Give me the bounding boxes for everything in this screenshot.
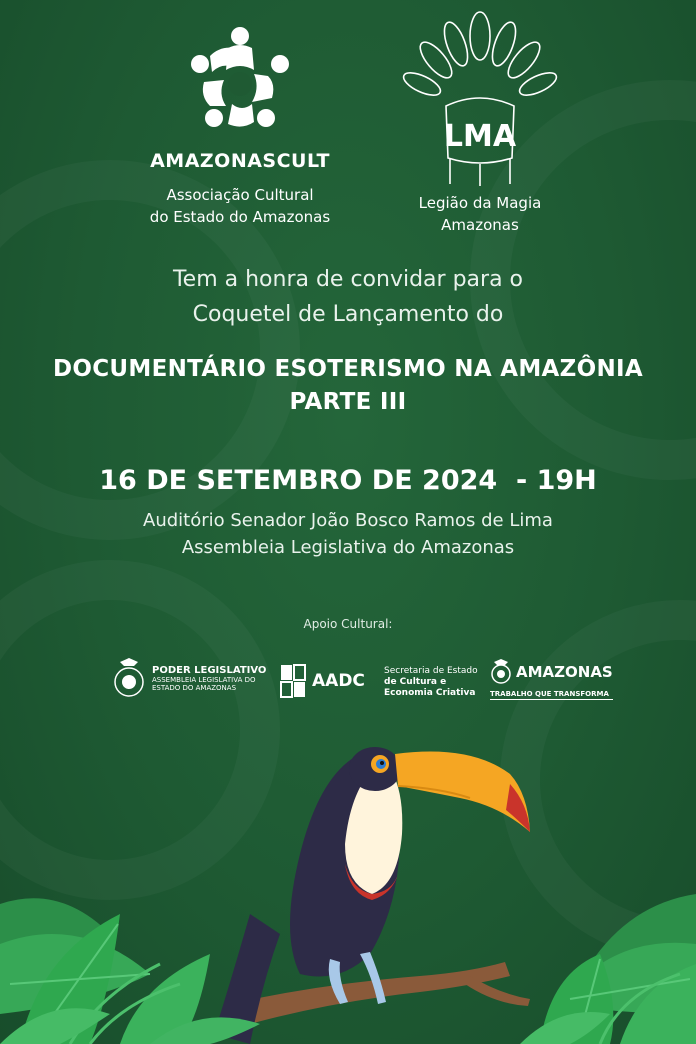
event-date: 16 DE SETEMBRO DE 2024 - 19H	[99, 465, 597, 496]
feather-headdress-icon	[400, 8, 560, 188]
amazonascult-subtitle-2: do Estado do Amazonas	[149, 208, 331, 226]
event-venue	[0, 507, 696, 561]
poder-line-2: ESTADO DO AMAZONAS	[152, 683, 237, 692]
people-circle-icon	[180, 22, 300, 142]
event-title-line-1: DOCUMENTÁRIO ESOTERISMO NA AMAZÔNIA	[53, 356, 643, 382]
invite-text	[0, 262, 696, 332]
venue-line-1: Auditório Senador João Bosco Ramos de Lima	[143, 510, 553, 531]
aadc-mark-icon	[280, 664, 306, 698]
amazonas-name: AMAZONAS	[516, 663, 613, 681]
sponsor-secretaria-cultura	[384, 666, 478, 699]
amazonas-crest-icon	[490, 658, 512, 686]
invite-line-1: Tem a honra de convidar para o	[172, 267, 524, 292]
poder-line-1: ASSEMBLEIA LEGISLATIVA DO	[152, 675, 256, 684]
state-crest-icon	[112, 656, 146, 700]
venue-line-2: Assembleia Legislativa do Amazonas	[181, 537, 515, 558]
sponsor-governo-amazonas	[490, 658, 613, 700]
sponsor-aadc	[280, 664, 365, 698]
lma-subtitle-1: Legião da Magia	[418, 194, 542, 212]
poder-title: PODER LEGISLATIVO	[152, 664, 267, 676]
jungle-toucan-illustration	[0, 714, 696, 1044]
secretaria-line-1: Secretaria de Estado	[384, 666, 478, 676]
aadc-name: AADC	[312, 671, 365, 691]
sponsor-poder-legislativo	[112, 656, 266, 700]
secretaria-line-3: Economia Criativa	[384, 688, 476, 698]
amazonascult-subtitle-1: Associação Cultural	[166, 186, 314, 204]
lma-emblem-text: LMA	[443, 119, 517, 154]
lma-logo	[380, 8, 580, 236]
amazonas-tagline: TRABALHO QUE TRANSFORMA	[490, 690, 613, 700]
invite-line-2: Coquetel de Lançamento do	[192, 302, 504, 327]
lma-subtitle-2: Amazonas	[441, 216, 519, 234]
amazonascult-logo	[120, 22, 360, 228]
support-label: Apoio Cultural:	[303, 617, 393, 631]
event-title-line-2: PARTE III	[289, 389, 407, 415]
event-title	[0, 353, 696, 419]
secretaria-line-2: de Cultura e	[384, 677, 447, 687]
amazonascult-name: AMAZONASCULT	[150, 150, 330, 172]
